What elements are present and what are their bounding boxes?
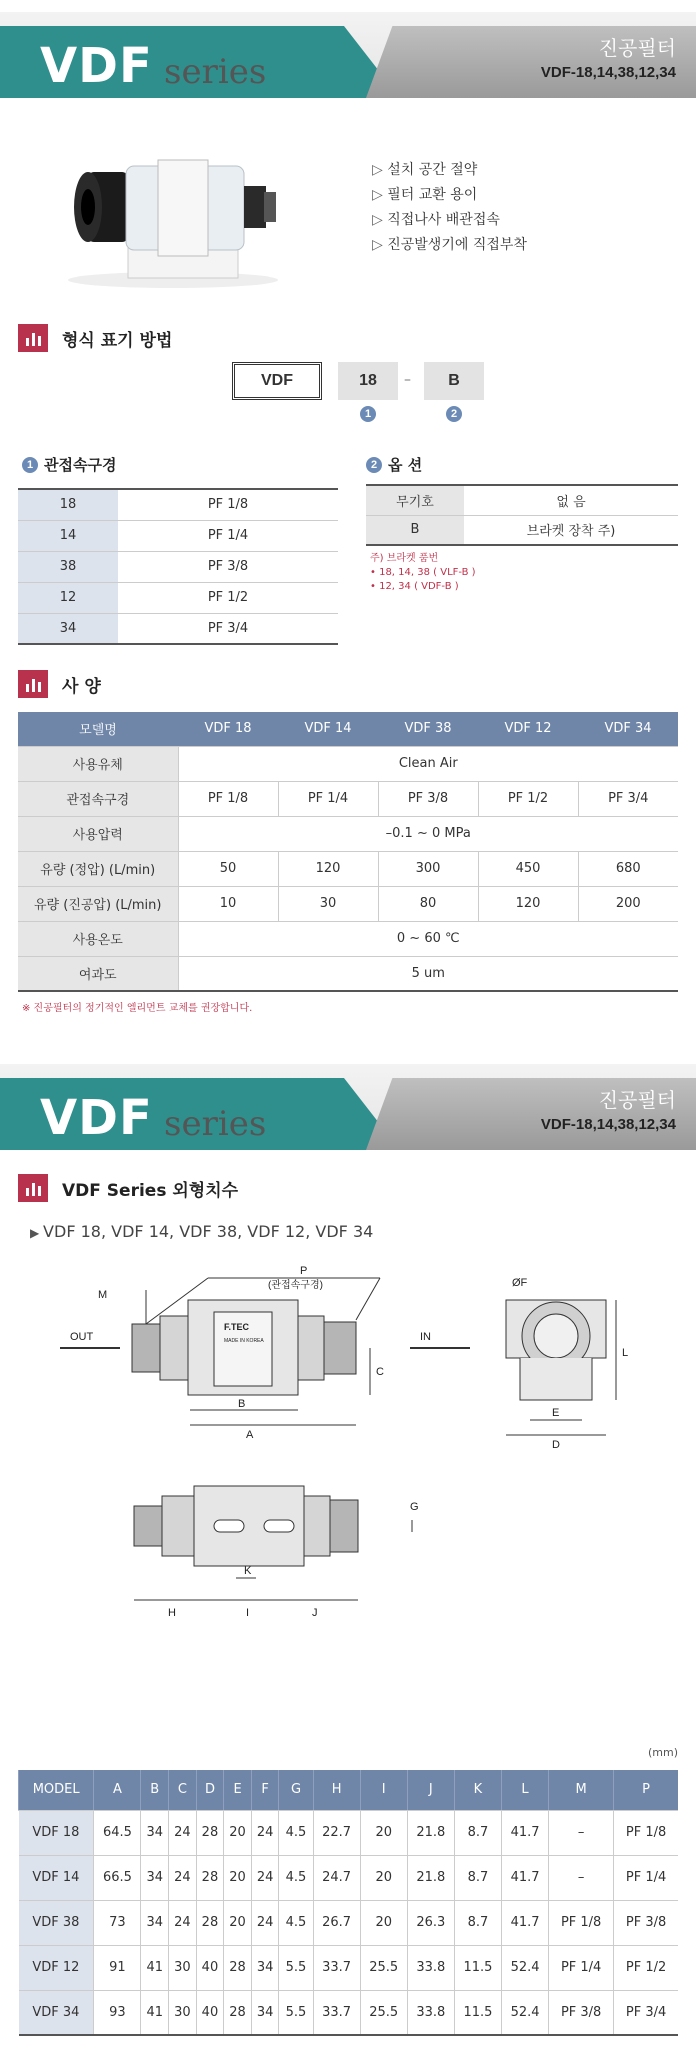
table-row: 무기호 없 음 [366,485,678,515]
table-cell: PF 3/8 [549,1990,614,2035]
table-cell: 20 [224,1900,252,1945]
table-row: B 브라켓 장착 주) [366,515,678,545]
table-cell: 41.7 [501,1855,548,1900]
table-cell: 30 [169,1990,197,2035]
model-list: ▶ VDF 18, VDF 14, VDF 38, VDF 12, VDF 34 [30,1222,373,1241]
table-cell: 8.7 [454,1900,501,1945]
table-row [19,1810,679,1855]
table-cell: 4.5 [279,1855,313,1900]
table-cell: VDF 34 [19,1990,94,2035]
column-header: I [360,1770,407,1810]
table-cell: PF 1/4 [549,1945,614,1990]
column-header: E [224,1770,252,1810]
spec-note: ※ 진공필터의 정기적인 엘리먼트 교체를 권장합니다. [22,1003,253,1014]
label-k: K [244,1565,252,1577]
table-cell: 20 [360,1900,407,1945]
column-header: MODEL [19,1770,94,1810]
table-cell: 30 [169,1945,197,1990]
table-cell: 33.7 [313,1945,360,1990]
label-c: C [376,1366,384,1378]
option-heading: 2 옵 션 [366,454,422,475]
model-list: VDF-18,14,38,12,34 [540,1116,676,1133]
table-header-row: 모델명 VDF 18 VDF 14 VDF 38 VDF 12 VDF 34 [18,712,678,746]
label-j: J [312,1607,318,1619]
table-cell: 11.5 [454,1945,501,1990]
product-kr-name: 진공필터 [598,1088,676,1112]
table-cell: 41 [141,1990,169,2035]
chart-icon [18,670,48,698]
table-row: 18 PF 1/8 [18,489,338,520]
table-cell: 26.7 [313,1900,360,1945]
column-header: G [279,1770,313,1810]
column-header: L [501,1770,548,1810]
label-g: G [410,1501,419,1513]
label-d: D [552,1439,560,1451]
table-cell: 24 [251,1810,279,1855]
code-size: 18 [338,362,398,400]
table-row: 14 PF 1/4 [18,520,338,551]
label-m: M [98,1289,108,1301]
product-kr-name: 진공필터 [598,36,676,60]
table-cell: 5.5 [279,1990,313,2035]
table-cell: 41.7 [501,1810,548,1855]
label-a: A [246,1429,254,1441]
table-cell: 91 [94,1945,141,1990]
series-label: series [164,52,267,92]
column-header: A [94,1770,141,1810]
table-row: 사용유체 Clean Air [18,746,678,781]
product-title: VDF [40,1090,153,1146]
table-cell: 28 [196,1900,224,1945]
unit-label: (mm) [647,1746,678,1759]
table-row: 관접속구경 PF 1/8 PF 1/4 PF 3/8 PF 1/2 PF 3/4 [18,781,678,816]
table-row: 유량 (정압) (L/min) 50 120 300 450 680 [18,851,678,886]
table-cell: 8.7 [454,1855,501,1900]
connection-table [18,488,338,645]
table-cell: PF 1/2 [614,1945,678,1990]
table-cell: VDF 12 [19,1945,94,1990]
table-cell: 28 [224,1990,252,2035]
table-cell: 11.5 [454,1990,501,2035]
label-l: L [622,1347,629,1359]
model-list: VDF-18,14,38,12,34 [540,64,676,81]
label-h: H [168,1607,176,1619]
table-cell: PF 1/8 [614,1810,678,1855]
column-header: M [549,1770,614,1810]
table-cell: 24 [169,1855,197,1900]
table-cell: 22.7 [313,1810,360,1855]
table-cell: – [549,1810,614,1855]
table-cell: 52.4 [501,1945,548,1990]
table-cell: 41 [141,1945,169,1990]
column-header: P [614,1770,678,1810]
table-row: 사용압력 –0.1 ~ 0 MPa [18,816,678,851]
table-cell: VDF 18 [19,1810,94,1855]
table-cell: 20 [224,1810,252,1855]
spec-heading: 사 양 [18,670,101,698]
table-cell: 34 [141,1855,169,1900]
spec-table [18,712,678,992]
table-cell: 33.7 [313,1990,360,2035]
table-cell: 8.7 [454,1810,501,1855]
table-cell: PF 1/4 [614,1855,678,1900]
table-cell: 40 [196,1990,224,2035]
table-cell: 40 [196,1945,224,1990]
dimension-drawing [0,1260,696,1710]
table-row: 34 PF 3/4 [18,613,338,644]
series-label: series [164,1104,267,1144]
table-cell: 28 [196,1810,224,1855]
table-cell: PF 1/8 [549,1900,614,1945]
table-row [19,1990,679,2035]
table-cell: 24 [251,1855,279,1900]
table-cell: 41.7 [501,1900,548,1945]
table-cell: 4.5 [279,1900,313,1945]
code-num-2: 2 [446,406,462,422]
code-dash: – [404,372,411,388]
column-header: F [251,1770,279,1810]
ordering-heading: 형식 표기 방법 [18,324,172,352]
dimensions-heading: VDF Series 외형치수 [18,1174,238,1202]
table-cell: 33.8 [407,1990,454,2035]
table-cell: VDF 14 [19,1855,94,1900]
column-header: H [313,1770,360,1810]
column-header: K [454,1770,501,1810]
label-in: IN [420,1331,431,1343]
chart-icon [18,1174,48,1202]
code-prefix: VDF [232,362,322,400]
label-i: I [246,1607,250,1619]
table-cell: 24 [251,1900,279,1945]
table-cell: 21.8 [407,1810,454,1855]
table-row: 유량 (진공압) (L/min) 10 30 80 120 200 [18,886,678,921]
table-cell: 21.8 [407,1855,454,1900]
column-header: B [141,1770,169,1810]
option-note: 주) 브라켓 품번 • 18, 14, 38 ( VLF-B ) • 12, 34 ( VDF-B ) [370,553,476,592]
table-row: 사용온도 0 ~ 60 ℃ [18,921,678,956]
chart-icon [18,324,48,352]
table-cell: PF 3/8 [614,1900,678,1945]
table-cell: 25.5 [360,1990,407,2035]
table-cell: 33.8 [407,1945,454,1990]
column-header: C [169,1770,197,1810]
feature-item: ▷ 진공발생기에 직접부착 [372,233,527,258]
table-cell: 5.5 [279,1945,313,1990]
table-cell: 20 [224,1855,252,1900]
table-cell: 28 [224,1945,252,1990]
table-cell: – [549,1855,614,1900]
header-banner-2 [0,1064,696,1150]
table-cell: 34 [251,1990,279,2035]
table-cell: 24.7 [313,1855,360,1900]
label-p: P [300,1265,308,1277]
table-cell: 64.5 [94,1810,141,1855]
table-cell: 34 [251,1945,279,1990]
table-cell: PF 3/4 [614,1990,678,2035]
label-b: B [238,1398,246,1410]
label-f: ØF [512,1277,528,1289]
code-num-1: 1 [360,406,376,422]
table-cell: 34 [141,1810,169,1855]
feature-item: ▷ 설치 공간 절약 [372,158,527,183]
table-row: 여과도 5 um [18,956,678,991]
column-header: D [196,1770,224,1810]
brand-mark: F.TEC [224,1322,250,1332]
table-cell: 66.5 [94,1855,141,1900]
table-row [19,1855,679,1900]
table-cell: 52.4 [501,1990,548,2035]
product-title: VDF [40,38,153,94]
table-cell: 26.3 [407,1900,454,1945]
table-cell: 20 [360,1855,407,1900]
feature-item: ▷ 필터 교환 용이 [372,183,527,208]
table-cell: 20 [360,1810,407,1855]
table-cell: 24 [169,1900,197,1945]
product-photo [48,142,298,292]
label-e: E [552,1407,560,1419]
feature-list [372,158,527,258]
table-cell: VDF 38 [19,1900,94,1945]
column-header: J [407,1770,454,1810]
label-out: OUT [70,1331,94,1343]
table-cell: 24 [169,1810,197,1855]
connection-heading: 1 관접속구경 [22,454,116,475]
code-option: B [424,362,484,400]
table-header-row [19,1770,679,1810]
dimension-table [18,1770,678,2036]
table-cell: 4.5 [279,1810,313,1855]
table-row [19,1900,679,1945]
table-cell: 28 [196,1855,224,1900]
table-row: 38 PF 3/8 [18,551,338,582]
table-cell: 25.5 [360,1945,407,1990]
table-cell: 93 [94,1990,141,2035]
table-row [19,1945,679,1990]
brand-made: MADE IN KOREA [224,1338,264,1344]
table-cell: 73 [94,1900,141,1945]
table-row: 12 PF 1/2 [18,582,338,613]
header-banner [0,12,696,98]
label-p-sub: (관접속구경) [268,1280,323,1291]
table-cell: 34 [141,1900,169,1945]
option-table [366,484,678,546]
feature-item: ▷ 직접나사 배관접속 [372,208,527,233]
